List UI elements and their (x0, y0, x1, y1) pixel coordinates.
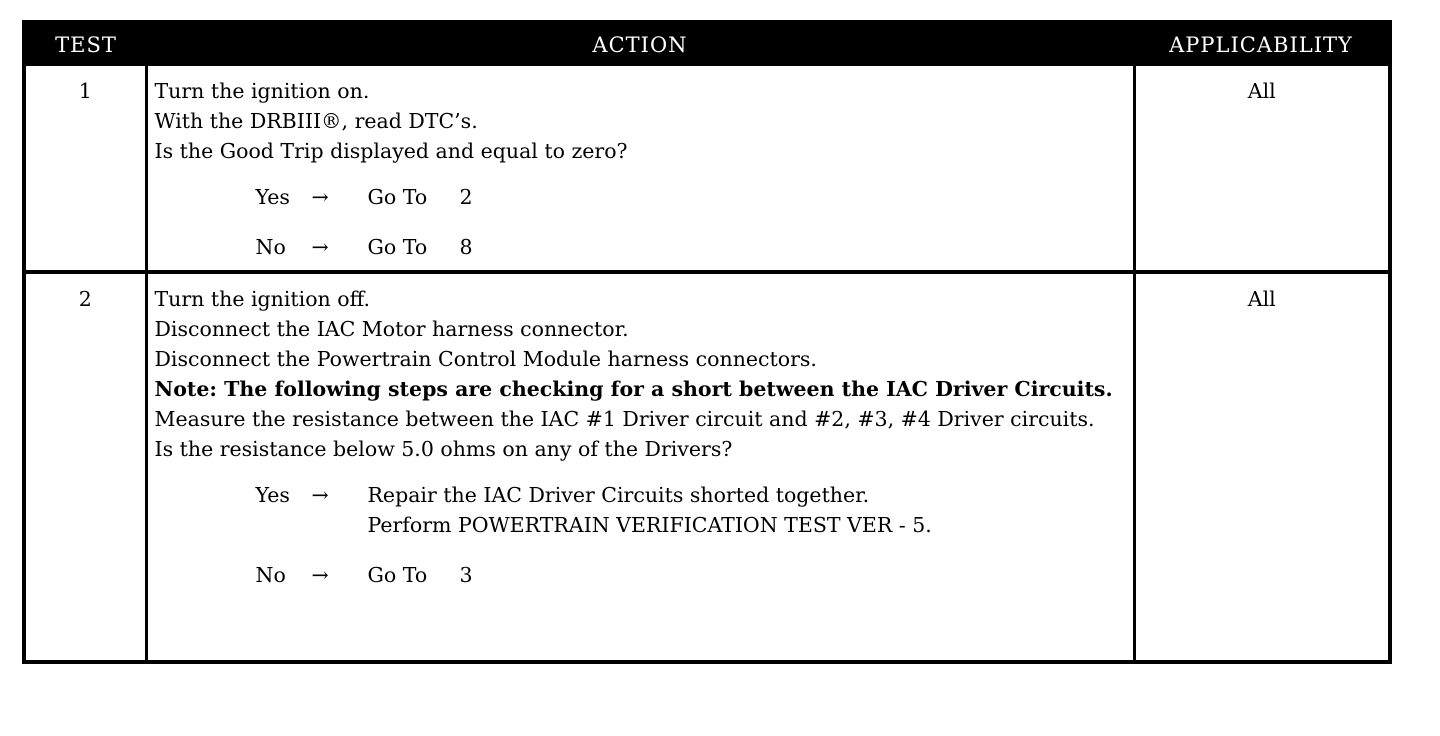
action-cell (146, 272, 1134, 662)
diagnostic-test-table (22, 20, 1392, 664)
header-test: TEST (24, 22, 146, 66)
repair-result (368, 480, 932, 540)
step-text: Disconnect the Powertrain Control Module harness connectors. (154, 347, 817, 371)
applicability-cell: All (1134, 66, 1390, 272)
answer-label: Yes (255, 185, 290, 209)
table-header-row (24, 22, 1390, 66)
outcomes (155, 480, 1127, 590)
outcome-yes (155, 182, 1127, 212)
applicability-cell: All (1134, 272, 1390, 662)
header-applicability: APPLICABILITY (1134, 22, 1390, 66)
goto-value: 3 (459, 563, 473, 587)
outcome-no (155, 560, 1127, 590)
step-text: Is the Good Trip displayed and equal to zero? (154, 139, 628, 163)
result-line: Perform POWERTRAIN VERIFICATION TEST VER - 5. (367, 513, 932, 537)
table-row (24, 66, 1390, 272)
step-text: Turn the ignition on. (154, 79, 370, 103)
goto-value: 2 (459, 185, 473, 209)
answer-label: No (255, 563, 286, 587)
test-number: 1 (24, 66, 146, 272)
goto-result (368, 182, 473, 212)
goto-label: Go To (367, 563, 428, 587)
header-action: ACTION (146, 22, 1134, 66)
goto-result (368, 232, 473, 262)
outcome-no (155, 232, 1127, 262)
arrow-icon: → (311, 185, 329, 209)
table-row (24, 272, 1390, 662)
outcome-yes (155, 480, 1127, 540)
note-text: Note: The following steps are checking for a short between the IAC Driver Circuits. (154, 377, 1113, 401)
outcomes (155, 182, 1127, 262)
measure-text: Measure the resistance between the IAC #1 Driver circuit and #2, #3, #4 Driver circuits. (154, 407, 1095, 431)
goto-result (368, 560, 473, 590)
question-text: Is the resistance below 5.0 ohms on any of the Drivers? (154, 437, 733, 461)
goto-label: Go To (367, 185, 428, 209)
step-text: Disconnect the IAC Motor harness connector. (154, 317, 629, 341)
arrow-icon: → (311, 563, 329, 587)
arrow-icon: → (311, 483, 329, 507)
step-text: With the DRBIII®, read DTC’s. (154, 109, 478, 133)
goto-value: 8 (459, 235, 473, 259)
test-number: 2 (24, 272, 146, 662)
step-text: Turn the ignition off. (154, 287, 370, 311)
goto-label: Go To (367, 235, 428, 259)
answer-label: No (255, 235, 286, 259)
result-line: Repair the IAC Driver Circuits shorted together. (367, 483, 870, 507)
arrow-icon: → (311, 235, 329, 259)
answer-label: Yes (255, 483, 290, 507)
action-cell (146, 66, 1134, 272)
